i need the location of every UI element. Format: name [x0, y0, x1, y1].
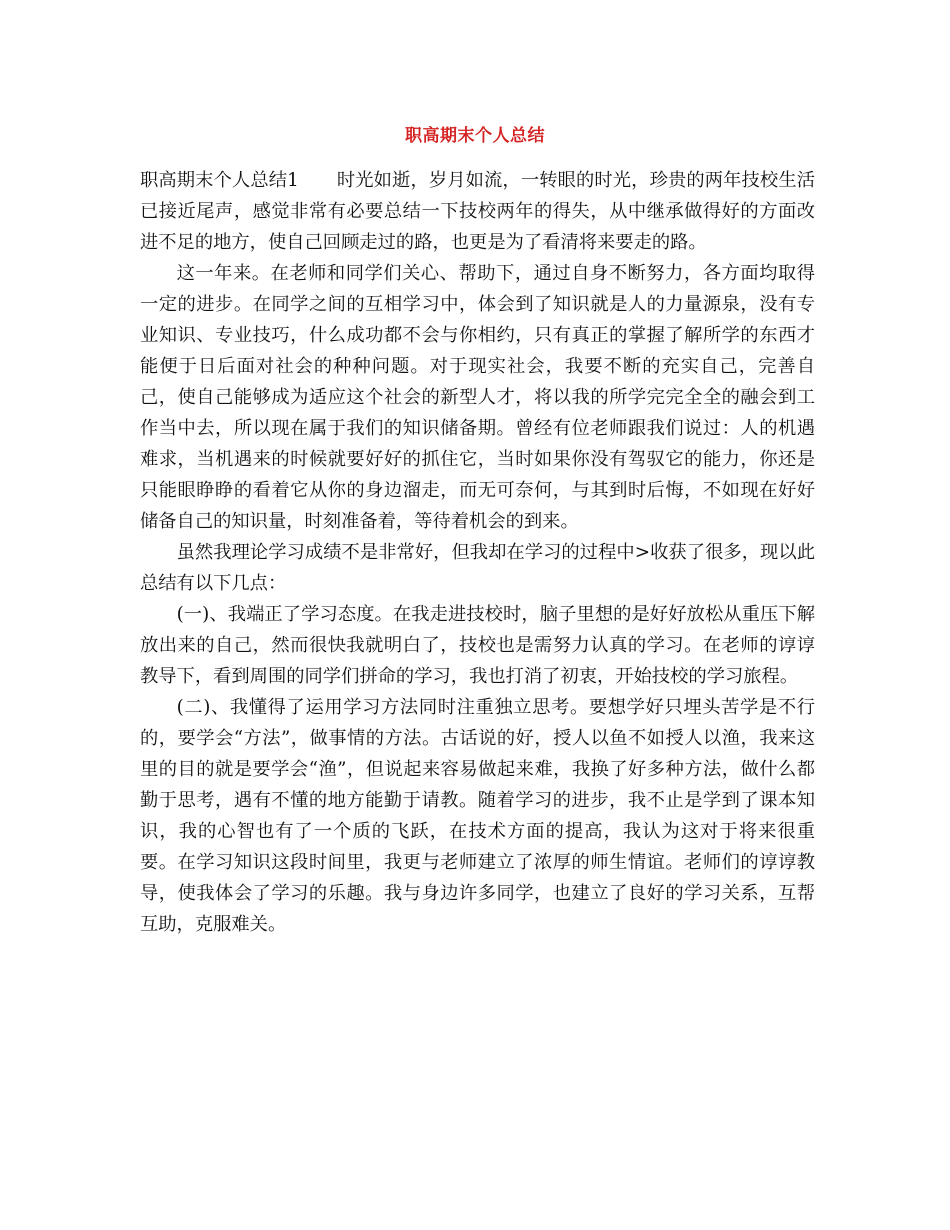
paragraph: (二)、我懂得了运用学习方法同时注重独立思考。要想学好只埋头苦学是不行的，要学会“方法”，做事情的方法。古话说的好，授人以鱼不如授人以渔，我来这里的目的就是要学会“渔”，但说起来容易做起来难，我换了好多种方法，做什么都勤于思考，遇有不懂的地方能勤于请教。随着学习的进步，我不止是学到了课本知识，我的心智也有了一个质的飞跃，在技术方面的提高，我认为这对于将来很重要。在学习知识这段时间里，我更与老师建立了浓厚的师生情谊。老师们的谆谆教导，使我体会了学习的乐趣。我与身边许多同学，也建立了良好的学习关系，互帮互助，克服难关。 [140, 697, 815, 935]
intro-label: 职高期末个人总结1 [140, 170, 299, 191]
paragraph: 虽然我理论学习成绩不是非常好，但我却在学习的过程中>收获了很多，现以此总结有以下几点： [140, 542, 815, 594]
document-title: 职高期末个人总结 [405, 126, 545, 146]
paragraph: 这一年来。在老师和同学们关心、帮助下，通过自身不断努力，各方面均取得一定的进步。在同学之间的互相学习中，体会到了知识就是人的力量源泉，没有专业知识、专业技巧，什么成功都不会与你相约，只有真正的掌握了解所学的东西才能便于日后面对社会的种种问题。对于现实社会，我要不断的充实自己，完善自己，使自己能够成为适应这个社会的新型人才，将以我的所学完完全全的融会到工作当中去，所以现在属于我们的知识储备期。曾经有位老师跟我们说过：人的机遇难求，当机遇来的时候就要好好的抓住它，当时如果你没有驾驭它的能力，你还是只能眼睁睁的看着它从你的身边溜走，而无可奈何，与其到时后悔，不如现在好好储备自己的知识量，时刻准备着，等待着机会的到来。 [140, 263, 815, 532]
paragraph-intro [140, 165, 815, 258]
paragraph-text: 时光如逝，岁月如流，一转眼的时光，珍贵的两年技校生活已接近尾声，感觉非常有必要总结一下技校两年的得失，从中继承做得好的方面改进不足的地方，使自己回顾走过的路，也更是为了看清将来要走的路。 [140, 170, 815, 253]
document-body [140, 165, 815, 940]
paragraph: (一)、我端正了学习态度。在我走进技校时，脑子里想的是好好放松从重压下解放出来的自己，然而很快我就明白了，技校也是需努力认真的学习。在老师的谆谆教导下，看到周围的同学们拼命的学习，我也打消了初衷，开始技校的学习旅程。 [140, 604, 815, 687]
